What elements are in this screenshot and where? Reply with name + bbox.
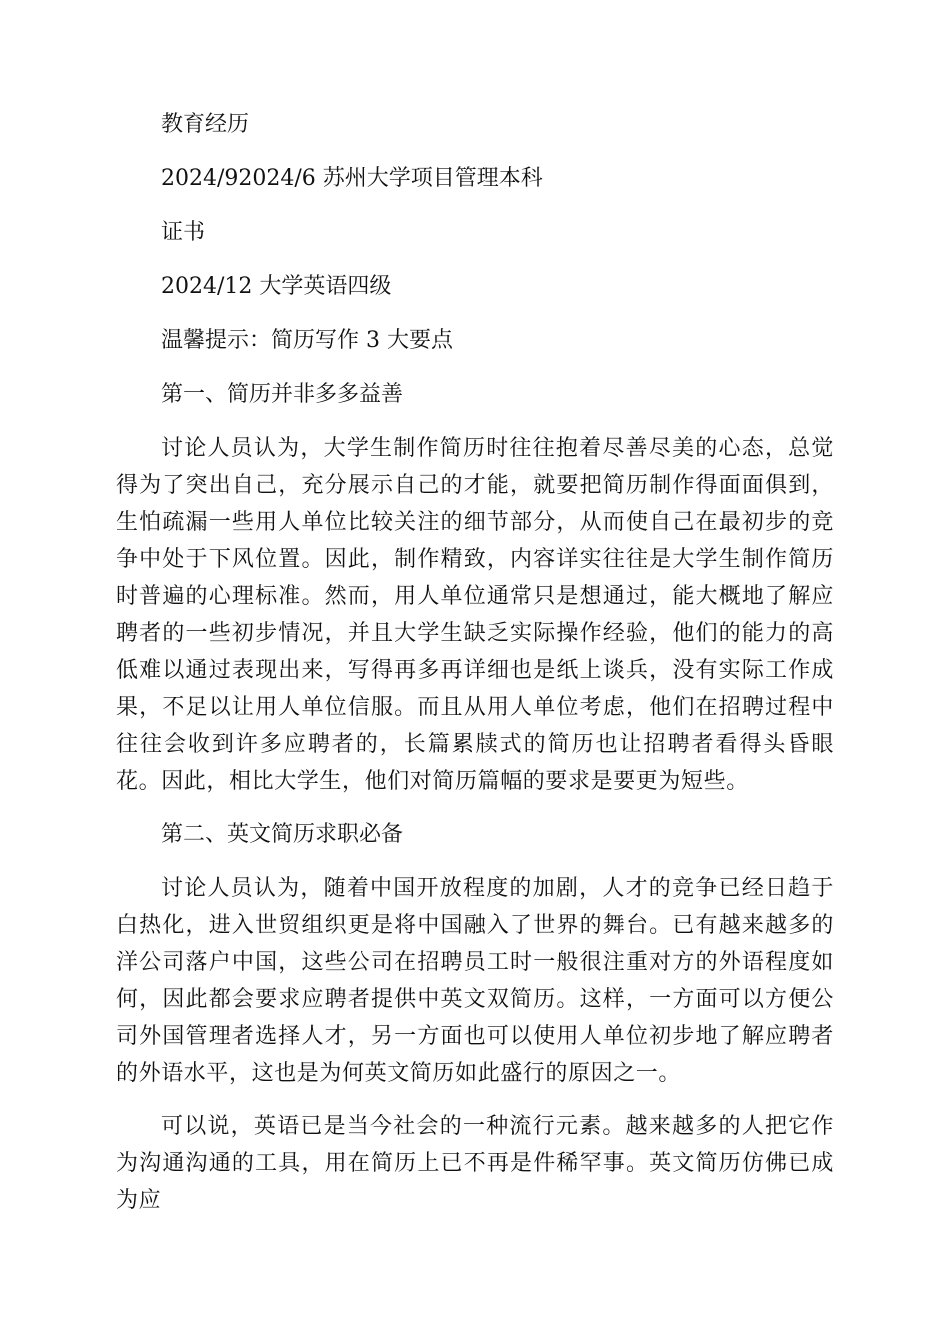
point2-heading: 第二、英文简历求职必备 [161, 822, 404, 847]
tip-title: 温馨提示：简历写作 3 大要点 [161, 328, 453, 353]
document-page [116, 106, 834, 1235]
point2-body-continued: 可以说，英语已是当今社会的一种流行元素。越来越多的人把它作为沟通沟通的工具，用在简历上已不再是件稀罕事。英文简历仿佛已成为应 [116, 1114, 834, 1213]
education-entry: 2024/92024/6 苏州大学项目管理本科 [161, 166, 543, 191]
point1-heading: 第一、简历并非多多益善 [161, 382, 404, 407]
section-heading-education: 教育经历 [161, 112, 250, 137]
certificate-entry: 2024/12 大学英语四级 [161, 274, 392, 299]
section-heading-certificates: 证书 [161, 220, 206, 245]
point1-body: 讨论人员认为，大学生制作简历时往往抱着尽善尽美的心态，总觉得为了突出自己，充分展示自己的才能，就要把简历制作得面面俱到，生怕疏漏一些用人单位比较关注的细节部分，从而使自己在最初步的竞争中处于下风位置。因此，制作精致，内容详实往往是大学生制作简历时普遍的心理标准。然而，用人单位通常只是想通过，能大概地了解应聘者的一些初步情况，并且大学生缺乏实际操作经验，他们的能力的高低难以通过表现出来，写得再多再详细也是纸上谈兵，没有实际工作成果，不足以让用人单位信服。而且从用人单位考虑，他们在招聘过程中往往会收到许多应聘者的，长篇累牍式的简历也让招聘者看得头昏眼花。因此，相比大学生，他们对简历篇幅的要求是要更为短些。 [116, 436, 834, 794]
point2-body: 讨论人员认为，随着中国开放程度的加剧，人才的竞争已经日趋于白热化，进入世贸组织更是将中国融入了世界的舞台。已有越来越多的洋公司落户中国，这些公司在招聘员工时一般很注重对方的外语程度如何，因此都会要求应聘者提供中英文双简历。这样，一方面可以方便公司外国管理者选择人才，另一方面也可以使用人单位初步地了解应聘者的外语水平，这也是为何英文简历如此盛行的原因之一。 [116, 876, 834, 1086]
